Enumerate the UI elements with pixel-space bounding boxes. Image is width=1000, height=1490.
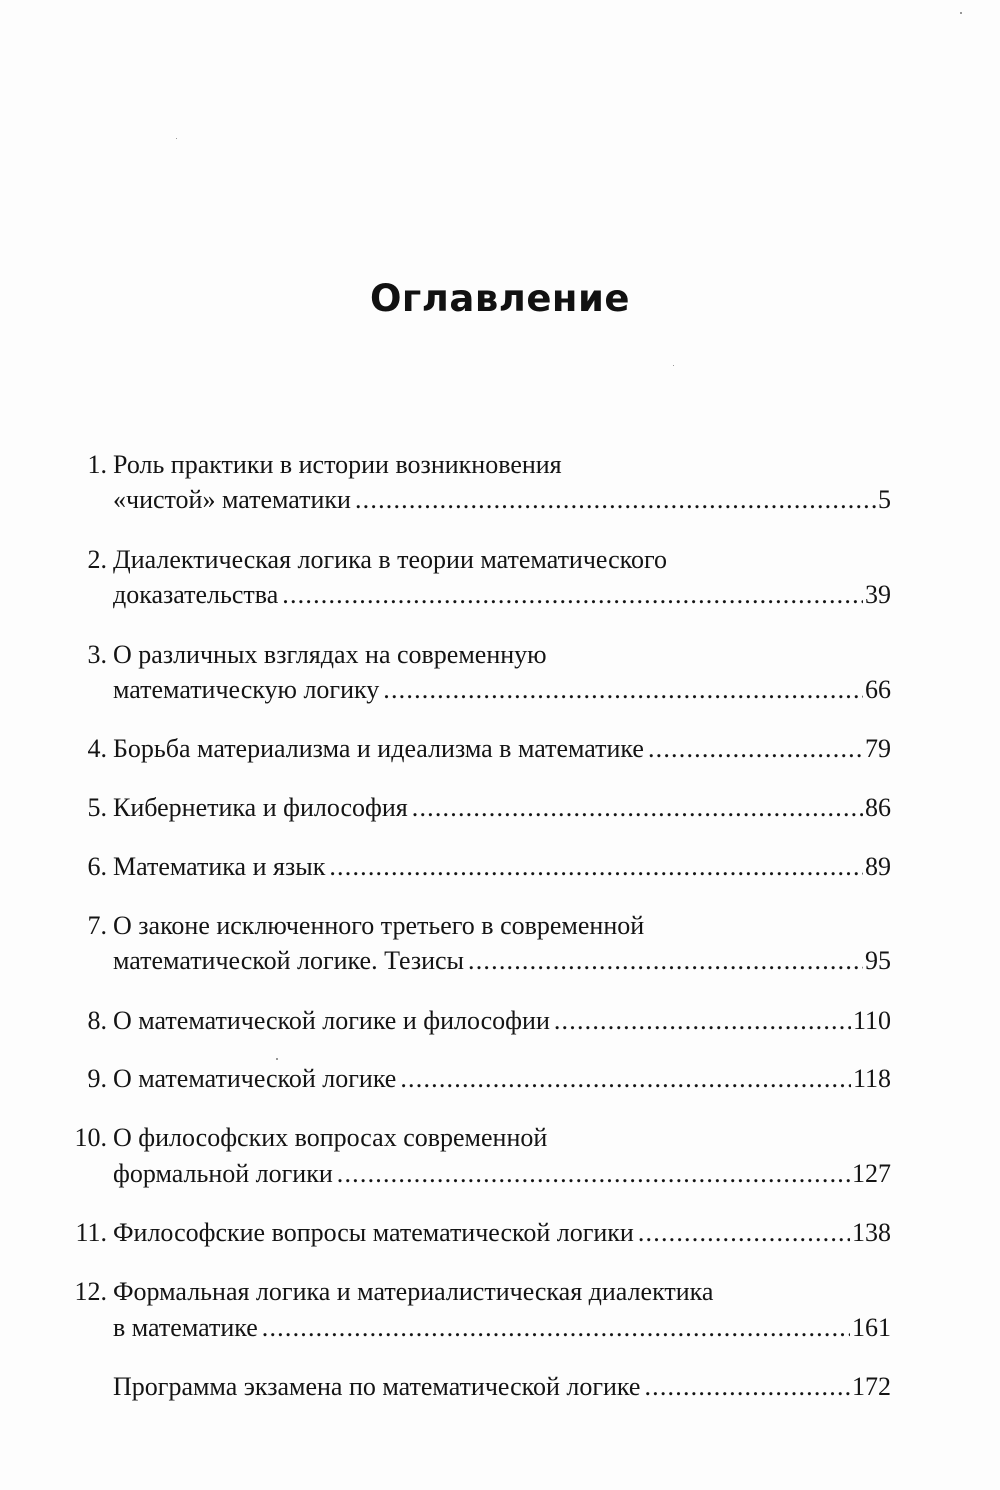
toc-entry-title: Диалектическая логика в теории математического (113, 545, 667, 574)
toc-entry-last-line (0, 790, 1000, 826)
dot-leader (329, 849, 863, 885)
toc-entry-number: 11. (75, 1218, 107, 1247)
toc-entry-number: 5. (87, 793, 107, 822)
toc-entry-page: 89 (865, 852, 891, 881)
toc-entry-last-line (0, 1003, 1000, 1039)
toc-entry-last-line (0, 1310, 1000, 1346)
toc-entry-page: 161 (852, 1313, 891, 1342)
toc-entry-title: О законе исключенного третьего в современной (113, 911, 645, 940)
dot-leader (412, 790, 863, 826)
dot-leader (355, 482, 876, 518)
toc-entry-title: Роль практики в истории возникновения (113, 450, 562, 479)
toc-entry-last-line (0, 577, 1000, 613)
toc-entry-page: 172 (852, 1372, 891, 1401)
toc-entry-title: О математической логике и философии (113, 1006, 550, 1035)
toc-entry-title: Кибернетика и философия (113, 793, 408, 822)
toc-entry-last-line (0, 1061, 1000, 1097)
toc-entry-page: 110 (852, 1006, 891, 1035)
toc-entry-number: 4. (87, 734, 107, 763)
dot-leader (282, 577, 863, 613)
toc-entry-page: 138 (852, 1218, 891, 1247)
toc-entry-title: О различных взглядах на современную (113, 640, 547, 669)
toc-entry-title-continued: в математике (113, 1313, 258, 1342)
toc-entry-page: 118 (852, 1064, 891, 1093)
toc-entry-page: 39 (865, 580, 891, 609)
toc-entry-number: 8. (87, 1006, 107, 1035)
page-title: Оглавление (369, 276, 631, 320)
toc-entry-title: Философские вопросы математической логики (113, 1218, 634, 1247)
toc-entry-page: 5 (878, 485, 891, 514)
toc-entry-last-line (0, 731, 1000, 767)
toc-entry-title-continued: математическую логику (113, 675, 380, 704)
dot-leader (383, 672, 863, 708)
toc-entry-page: 86 (865, 793, 891, 822)
dot-leader (468, 943, 863, 979)
dot-leader (638, 1215, 850, 1251)
toc-entry-title: Математика и язык (113, 852, 326, 881)
toc-entry-first-line (0, 1274, 1000, 1310)
toc-entry-first-line (0, 637, 1000, 673)
toc-entry-page: 79 (865, 734, 891, 763)
toc-entry-page: 66 (865, 675, 891, 704)
dot-leader (644, 1369, 850, 1405)
toc-entry-number: 7. (87, 911, 107, 940)
toc-entry-page: 95 (865, 946, 891, 975)
toc-entry-number: 12. (74, 1277, 107, 1306)
toc-entry-title-continued: формальной логики (113, 1159, 333, 1188)
dot-leader (337, 1156, 850, 1192)
toc-entry-title: О математической логике (113, 1064, 397, 1093)
toc-entry-title: Программа экзамена по математической логике (113, 1372, 641, 1401)
toc-entry-last-line (0, 943, 1000, 979)
toc-entry-last-line (0, 672, 1000, 708)
toc-entry-first-line (0, 1120, 1000, 1156)
toc-entry-last-line (0, 1215, 1000, 1251)
toc-entry-number: 6. (87, 852, 107, 881)
dot-leader (400, 1061, 851, 1097)
toc-entry-title: О философских вопросах современной (113, 1123, 548, 1152)
toc-entry-title-continued: математической логике. Тезисы (113, 946, 465, 975)
toc-entry-first-line (0, 908, 1000, 944)
toc-entry-last-line (0, 1156, 1000, 1192)
dot-leader (554, 1003, 851, 1039)
toc-entry-page: 127 (852, 1159, 891, 1188)
toc-entry-title: Борьба материализма и идеализма в математике (113, 734, 644, 763)
toc-entry-title: Формальная логика и материалистическая диалектика (113, 1277, 714, 1306)
toc-entry-last-line (0, 482, 1000, 518)
toc-entry-number: 9. (87, 1064, 107, 1093)
toc-entry-last-line (0, 1369, 1000, 1405)
toc-entry-first-line (0, 447, 1000, 483)
dot-leader (262, 1310, 850, 1346)
dot-leader (648, 731, 863, 767)
toc-entry-number: 2. (87, 545, 107, 574)
toc-entry-title-continued: доказательства (113, 580, 279, 609)
toc-entry-number: 1. (87, 450, 107, 479)
toc-entry-first-line (0, 542, 1000, 578)
toc-entry-number: 10. (74, 1123, 107, 1152)
toc-entry-last-line (0, 849, 1000, 885)
toc-entry-number: 3. (87, 640, 107, 669)
toc-entry-title-continued: «чистой» математики (113, 485, 351, 514)
